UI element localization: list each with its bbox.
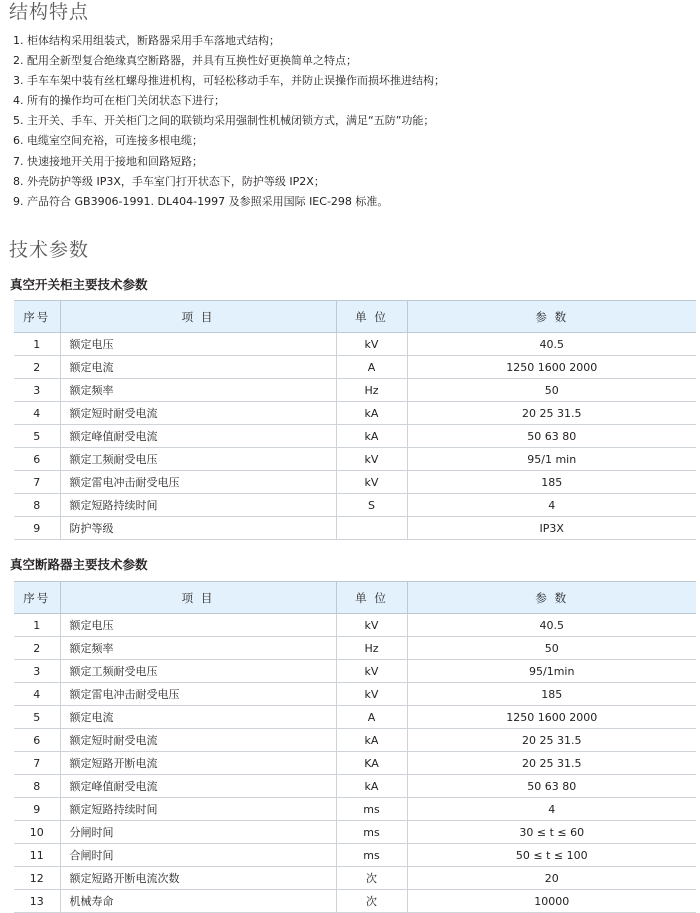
cell-value: 95/1min: [407, 660, 696, 683]
cell-unit: Hz: [336, 379, 407, 402]
cell-index: 8: [14, 494, 60, 517]
cell-unit: kV: [336, 683, 407, 706]
list-item: [13, 131, 693, 151]
list-item: [13, 192, 693, 212]
table-row: [14, 637, 696, 660]
cell-index: 13: [14, 890, 60, 913]
table-row: [14, 517, 696, 540]
header-index: 序号: [14, 582, 60, 614]
cell-unit: A: [336, 356, 407, 379]
table-row: [14, 402, 696, 425]
item-text: 所有的操作均可在柜门关闭状态下进行；: [27, 94, 225, 108]
cell-value: 20 25 31.5: [407, 752, 696, 775]
cell-unit: kA: [336, 425, 407, 448]
header-item: 项 目: [60, 301, 336, 333]
cell-item: 额定峰值耐受电流: [60, 775, 336, 798]
item-number: 5.: [13, 114, 24, 128]
cell-unit: 次: [336, 890, 407, 913]
cell-value: 50 ≤ t ≤ 100: [407, 844, 696, 867]
cell-index: 2: [14, 356, 60, 379]
cell-value: 20 25 31.5: [407, 729, 696, 752]
cell-index: 5: [14, 425, 60, 448]
cell-index: 4: [14, 683, 60, 706]
cell-index: 7: [14, 471, 60, 494]
cell-item: 分闸时间: [60, 821, 336, 844]
cell-item: 防护等级: [60, 517, 336, 540]
cell-index: 9: [14, 517, 60, 540]
cell-value: 20: [407, 867, 696, 890]
cell-value: 40.5: [407, 614, 696, 637]
table-row: [14, 660, 696, 683]
item-text: 手车车架中装有丝杠螺母推进机构，可轻松移动手车，并防止误操作而损坏推进结构；: [27, 74, 445, 88]
cell-item: 额定短时耐受电流: [60, 402, 336, 425]
cell-unit: kV: [336, 448, 407, 471]
table-row: [14, 614, 696, 637]
cell-value: 95/1 min: [407, 448, 696, 471]
item-text: 主开关、手车、开关柜门之间的联锁均采用强制性机械闭锁方式，满足“五防”功能；: [27, 114, 435, 128]
table-header-row: [14, 301, 696, 333]
cell-index: 6: [14, 729, 60, 752]
cell-item: 额定频率: [60, 379, 336, 402]
cell-value: 185: [407, 683, 696, 706]
item-number: 6.: [13, 134, 24, 148]
breaker-spec-table: [14, 581, 696, 913]
list-item: [13, 51, 693, 71]
cell-item: 额定工频耐受电压: [60, 448, 336, 471]
list-item: [13, 71, 693, 91]
cell-index: 3: [14, 660, 60, 683]
cell-index: 11: [14, 844, 60, 867]
header-item: 项 目: [60, 582, 336, 614]
switchgear-table-title: 真空开关柜主要技术参数: [10, 277, 148, 292]
cell-item: 额定雷电冲击耐受电压: [60, 471, 336, 494]
table-row: [14, 729, 696, 752]
cell-index: 2: [14, 637, 60, 660]
item-text: 柜体结构采用组装式，断路器采用手车落地式结构；: [27, 34, 280, 47]
cell-index: 7: [14, 752, 60, 775]
cell-index: 8: [14, 775, 60, 798]
item-number: 3.: [13, 74, 24, 88]
cell-item: 额定电流: [60, 356, 336, 379]
table-row: [14, 333, 696, 356]
cell-value: 1250 1600 2000: [407, 356, 696, 379]
list-item: [13, 31, 693, 51]
table-header-row: [14, 582, 696, 614]
table-row: [14, 890, 696, 913]
cell-value: 50 63 80: [407, 775, 696, 798]
cell-unit: ms: [336, 821, 407, 844]
cell-index: 4: [14, 402, 60, 425]
table-row: [14, 448, 696, 471]
table-row: [14, 425, 696, 448]
structure-features-heading: 结构特点: [9, 1, 90, 23]
table-row: [14, 356, 696, 379]
table-row: [14, 844, 696, 867]
cell-item: 额定电压: [60, 333, 336, 356]
cell-index: 10: [14, 821, 60, 844]
cell-item: 额定频率: [60, 637, 336, 660]
item-number: 7.: [13, 154, 24, 168]
cell-index: 9: [14, 798, 60, 821]
cell-index: 6: [14, 448, 60, 471]
cell-item: 额定短路持续时间: [60, 798, 336, 821]
item-number: 8.: [13, 174, 24, 188]
cell-item: 额定短路开断电流次数: [60, 867, 336, 890]
item-text: 配用全新型复合绝缘真空断路器，并具有互换性好更换简单之特点；: [27, 54, 357, 68]
table-row: [14, 752, 696, 775]
cell-item: 额定短路持续时间: [60, 494, 336, 517]
cell-unit: 次: [336, 867, 407, 890]
item-text: 产品符合 GB3906-1991. DL404-1997 及参照采用国际 IEC-298 标准。: [27, 194, 389, 208]
features-list: [13, 31, 693, 212]
cell-item: 额定短路开断电流: [60, 752, 336, 775]
list-item: [13, 172, 693, 192]
table-row: [14, 494, 696, 517]
cell-value: 20 25 31.5: [407, 402, 696, 425]
item-number: 1.: [13, 34, 24, 47]
item-number: 4.: [13, 94, 24, 108]
cell-unit: kV: [336, 660, 407, 683]
cell-value: 4: [407, 494, 696, 517]
cell-value: 185: [407, 471, 696, 494]
table-row: [14, 798, 696, 821]
header-value: 参 数: [407, 301, 696, 333]
cell-item: 额定雷电冲击耐受电压: [60, 683, 336, 706]
cell-item: 额定峰值耐受电流: [60, 425, 336, 448]
breaker-table-title: 真空断路器主要技术参数: [10, 557, 148, 572]
list-item: [13, 111, 693, 131]
cell-unit: kA: [336, 402, 407, 425]
table-row: [14, 867, 696, 890]
cell-unit: kV: [336, 471, 407, 494]
cell-index: 12: [14, 867, 60, 890]
table-row: [14, 379, 696, 402]
cell-unit: ms: [336, 844, 407, 867]
cell-unit: A: [336, 706, 407, 729]
cell-item: 额定电流: [60, 706, 336, 729]
cell-value: 50: [407, 637, 696, 660]
table-row: [14, 683, 696, 706]
cell-index: 3: [14, 379, 60, 402]
cell-value: 30 ≤ t ≤ 60: [407, 821, 696, 844]
cell-value: 1250 1600 2000: [407, 706, 696, 729]
cell-unit: kV: [336, 614, 407, 637]
cell-unit: KA: [336, 752, 407, 775]
item-number: 9.: [13, 194, 24, 208]
cell-index: 1: [14, 614, 60, 637]
cell-unit: kA: [336, 775, 407, 798]
item-text: 外壳防护等级 IP3X，手车室门打开状态下，防护等级 IP2X；: [27, 174, 325, 188]
cell-unit: S: [336, 494, 407, 517]
cell-unit: kV: [336, 333, 407, 356]
cell-unit: [336, 517, 407, 540]
technical-parameters-heading: 技术参数: [9, 239, 90, 261]
cell-index: 1: [14, 333, 60, 356]
cell-item: 额定电压: [60, 614, 336, 637]
cell-value: IP3X: [407, 517, 696, 540]
table-row: [14, 775, 696, 798]
switchgear-spec-table: [14, 300, 696, 540]
cell-item: 合闸时间: [60, 844, 336, 867]
header-unit: 单 位: [336, 582, 407, 614]
cell-index: 5: [14, 706, 60, 729]
header-value: 参 数: [407, 582, 696, 614]
table-row: [14, 706, 696, 729]
cell-item: 额定工频耐受电压: [60, 660, 336, 683]
cell-value: 50: [407, 379, 696, 402]
header-unit: 单 位: [336, 301, 407, 333]
cell-value: 40.5: [407, 333, 696, 356]
cell-unit: Hz: [336, 637, 407, 660]
table-row: [14, 471, 696, 494]
cell-value: 10000: [407, 890, 696, 913]
list-item: [13, 152, 693, 172]
item-text: 电缆室空间充裕，可连接多根电缆；: [27, 134, 203, 148]
cell-unit: ms: [336, 798, 407, 821]
cell-item: 机械寿命: [60, 890, 336, 913]
list-item: [13, 91, 693, 111]
item-number: 2.: [13, 54, 24, 68]
header-index: 序号: [14, 301, 60, 333]
cell-item: 额定短时耐受电流: [60, 729, 336, 752]
item-text: 快速接地开关用于接地和回路短路；: [27, 154, 203, 168]
cell-unit: kA: [336, 729, 407, 752]
cell-value: 4: [407, 798, 696, 821]
table-row: [14, 821, 696, 844]
cell-value: 50 63 80: [407, 425, 696, 448]
